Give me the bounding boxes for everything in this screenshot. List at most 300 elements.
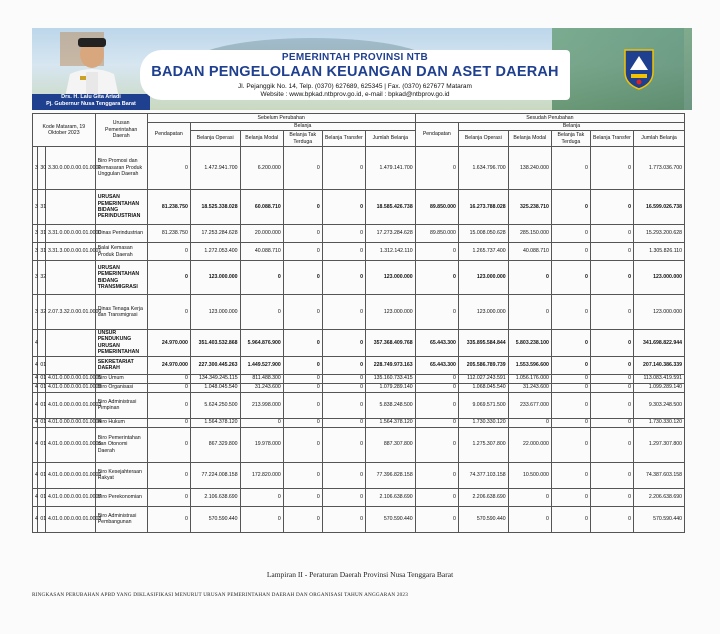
- row-transfer-after: 0: [590, 462, 633, 488]
- row-pendapatan-before: 81.238.750: [147, 190, 190, 225]
- row-tak-terduga-after: 0: [551, 392, 590, 418]
- row-pendapatan-after: 0: [415, 243, 458, 261]
- row-tak-terduga-before: 0: [283, 356, 322, 374]
- row-operasi-before: 227.300.445.263: [190, 356, 240, 374]
- row-urusan-code: 4: [33, 383, 38, 392]
- row-operasi-before: 2.106.638.690: [190, 488, 240, 506]
- row-operasi-after: 205.586.789.739: [458, 356, 508, 374]
- row-jumlah-after: 1.730.330.120: [634, 418, 685, 427]
- row-urusan-code: 4: [33, 356, 38, 374]
- row-org-code: 4.01.0.00.0.00.01.0006: [45, 462, 95, 488]
- row-tak-terduga-before: 0: [283, 261, 322, 295]
- row-name: URUSAN PEMERINTAHAN BIDANG TRANSMIGRASI: [95, 261, 147, 295]
- row-pendapatan-before: 0: [147, 392, 190, 418]
- row-jumlah-before: 123.000.000: [365, 261, 415, 295]
- table-row: [33, 392, 685, 418]
- row-jumlah-before: 1.479.141.700: [365, 147, 415, 190]
- row-operasi-before: 17.253.284.628: [190, 225, 240, 243]
- row-modal-after: 22.000.000: [508, 427, 551, 462]
- row-operasi-before: 123.000.000: [190, 295, 240, 330]
- row-bidang-code: 01: [38, 356, 46, 374]
- row-urusan-code: 4: [33, 427, 38, 462]
- table-row: [33, 418, 685, 427]
- row-tak-terduga-after: 0: [551, 418, 590, 427]
- row-modal-before: 6.200.000: [240, 147, 283, 190]
- row-modal-before: 0: [240, 506, 283, 532]
- row-modal-after: 138.240.000: [508, 147, 551, 190]
- row-transfer-before: 0: [322, 392, 365, 418]
- row-bidang-code: 01: [38, 418, 46, 427]
- row-tak-terduga-before: 0: [283, 383, 322, 392]
- row-transfer-before: 0: [322, 418, 365, 427]
- row-jumlah-before: 5.838.248.500: [365, 392, 415, 418]
- row-pendapatan-before: 0: [147, 243, 190, 261]
- row-modal-after: 1.056.176.000: [508, 374, 551, 383]
- col-pendapatan-before: Pendapatan: [147, 123, 190, 147]
- official-name: Drs. H. Lalu Gita Ariadi: [61, 94, 121, 100]
- row-tak-terduga-before: 0: [283, 374, 322, 383]
- row-pendapatan-before: 24.970.000: [147, 356, 190, 374]
- col-tak-terduga-after: Belanja Tak Terduga: [551, 131, 590, 147]
- table-row: [33, 383, 685, 392]
- row-transfer-after: 0: [590, 243, 633, 261]
- row-operasi-before: 77.224.008.158: [190, 462, 240, 488]
- row-operasi-after: 570.590.440: [458, 506, 508, 532]
- row-modal-before: 811.488.300: [240, 374, 283, 383]
- row-tak-terduga-after: 0: [551, 330, 590, 357]
- table-row: [33, 190, 685, 225]
- row-modal-before: 20.000.000: [240, 225, 283, 243]
- row-urusan-code: 3: [33, 147, 38, 190]
- row-name: Dinas Tenaga Kerja dan Transmigrasi: [95, 295, 147, 330]
- row-name: Balai Kemasan Produk Daerah: [95, 243, 147, 261]
- row-tak-terduga-before: 0: [283, 418, 322, 427]
- row-tak-terduga-after: 0: [551, 488, 590, 506]
- row-urusan-code: 4: [33, 462, 38, 488]
- row-modal-after: 0: [508, 418, 551, 427]
- row-bidang-code: 32: [38, 295, 46, 330]
- row-name: Biro Kesejahteraan Rakyat: [95, 462, 147, 488]
- row-pendapatan-after: 0: [415, 295, 458, 330]
- row-modal-before: 0: [240, 295, 283, 330]
- row-jumlah-after: 1.305.826.110: [634, 243, 685, 261]
- row-tak-terduga-after: 0: [551, 295, 590, 330]
- row-bidang-code: [38, 330, 46, 357]
- row-tak-terduga-before: 0: [283, 462, 322, 488]
- official-title: Pj. Gubernur Nusa Tenggara Barat: [46, 101, 136, 107]
- table-row: [33, 261, 685, 295]
- row-org-code: 3.30.0.00.0.00.01.0001: [45, 147, 95, 190]
- row-pendapatan-before: 0: [147, 488, 190, 506]
- row-pendapatan-after: 65.443.300: [415, 356, 458, 374]
- row-modal-before: 0: [240, 488, 283, 506]
- row-jumlah-after: 207.140.386.339: [634, 356, 685, 374]
- row-transfer-before: 0: [322, 356, 365, 374]
- col-transfer-before: Belanja Transfer: [322, 131, 365, 147]
- header-address: Jl. Pejanggik No. 14, Telp. (0370) 627689, 625345 | Fax. (0370) 627677 Mataram: [238, 83, 472, 90]
- row-org-code: 4.01.0.00.0.00.01.0008: [45, 506, 95, 532]
- row-tak-terduga-after: 0: [551, 190, 590, 225]
- row-pendapatan-after: 89.850.000: [415, 190, 458, 225]
- row-urusan-code: 3: [33, 225, 38, 243]
- row-transfer-before: 0: [322, 374, 365, 383]
- row-tak-terduga-after: 0: [551, 356, 590, 374]
- row-bidang-code: 01: [38, 488, 46, 506]
- row-operasi-after: 2.206.638.690: [458, 488, 508, 506]
- row-transfer-before: 0: [322, 427, 365, 462]
- row-urusan-code: 3: [33, 295, 38, 330]
- table-row: [33, 330, 685, 357]
- row-modal-before: 213.998.000: [240, 392, 283, 418]
- row-modal-after: 31.243.600: [508, 383, 551, 392]
- row-operasi-before: 570.590.440: [190, 506, 240, 532]
- col-pendapatan-after: Pendapatan: [415, 123, 458, 147]
- row-transfer-after: 0: [590, 383, 633, 392]
- header-banner: [32, 28, 684, 110]
- row-org-code: 3.31.3.00.0.00.01.0001: [45, 243, 95, 261]
- row-operasi-after: 1.730.330.120: [458, 418, 508, 427]
- row-jumlah-before: 357.368.409.768: [365, 330, 415, 357]
- table-row: [33, 243, 685, 261]
- row-pendapatan-before: 0: [147, 418, 190, 427]
- row-tak-terduga-before: 0: [283, 488, 322, 506]
- row-jumlah-after: 341.698.822.944: [634, 330, 685, 357]
- group-after-header: Sesudah Perubahan: [415, 114, 684, 123]
- col-jumlah-after: Jumlah Belanja: [634, 131, 685, 147]
- col-operasi-before: Belanja Operasi: [190, 131, 240, 147]
- row-urusan-code: 4: [33, 418, 38, 427]
- row-bidang-code: 01: [38, 506, 46, 532]
- row-pendapatan-before: 81.238.750: [147, 225, 190, 243]
- col-modal-before: Belanja Modal: [240, 131, 283, 147]
- table-row: [33, 488, 685, 506]
- row-transfer-before: 0: [322, 506, 365, 532]
- row-bidang-code: 01: [38, 427, 46, 462]
- row-tak-terduga-before: 0: [283, 147, 322, 190]
- row-pendapatan-after: 0: [415, 383, 458, 392]
- row-pendapatan-after: 65.443.300: [415, 330, 458, 357]
- row-tak-terduga-before: 0: [283, 330, 322, 357]
- budget-table: [32, 113, 685, 533]
- row-modal-before: 19.978.000: [240, 427, 283, 462]
- row-bidang-code: 31: [38, 225, 46, 243]
- row-bidang-code: 32: [38, 261, 46, 295]
- row-jumlah-after: 2.206.638.690: [634, 488, 685, 506]
- row-transfer-after: 0: [590, 330, 633, 357]
- row-transfer-before: 0: [322, 295, 365, 330]
- row-modal-before: 0: [240, 418, 283, 427]
- row-tak-terduga-after: 0: [551, 147, 590, 190]
- row-pendapatan-before: 0: [147, 147, 190, 190]
- row-transfer-before: 0: [322, 462, 365, 488]
- col-transfer-after: Belanja Transfer: [590, 131, 633, 147]
- row-tak-terduga-after: 0: [551, 374, 590, 383]
- row-urusan-code: 3: [33, 190, 38, 225]
- row-transfer-after: 0: [590, 261, 633, 295]
- header-website: Website : www.bpkad.ntbprov.go.id, e-mail : bpkad@ntbprov.go.id: [260, 91, 450, 98]
- table-row: [33, 295, 685, 330]
- table-row: [33, 225, 685, 243]
- row-tak-terduga-after: 0: [551, 462, 590, 488]
- row-modal-before: 5.964.876.900: [240, 330, 283, 357]
- row-tak-terduga-before: 0: [283, 190, 322, 225]
- row-operasi-before: 134.349.245.115: [190, 374, 240, 383]
- row-org-code: [45, 356, 95, 374]
- row-name: SEKRETARIAT DAERAH: [95, 356, 147, 374]
- row-transfer-after: 0: [590, 225, 633, 243]
- row-bidang-code: 01: [38, 383, 46, 392]
- row-operasi-before: 18.525.338.028: [190, 190, 240, 225]
- col-modal-after: Belanja Modal: [508, 131, 551, 147]
- row-transfer-after: 0: [590, 418, 633, 427]
- row-org-code: 4.01.0.00.0.00.01.0003: [45, 392, 95, 418]
- table-row: [33, 462, 685, 488]
- ntb-emblem-icon: [622, 46, 656, 90]
- row-pendapatan-before: 0: [147, 427, 190, 462]
- row-bidang-code: 31: [38, 190, 46, 225]
- row-transfer-after: 0: [590, 488, 633, 506]
- row-jumlah-after: 123.000.000: [634, 261, 685, 295]
- table-row: [33, 147, 685, 190]
- row-pendapatan-after: 0: [415, 261, 458, 295]
- row-jumlah-after: 570.590.440: [634, 506, 685, 532]
- row-modal-after: 325.238.710: [508, 190, 551, 225]
- table-row: [33, 374, 685, 383]
- row-name: Dinas Perindustrian: [95, 225, 147, 243]
- row-modal-before: 40.088.710: [240, 243, 283, 261]
- row-pendapatan-before: 0: [147, 462, 190, 488]
- row-jumlah-before: 1.312.142.110: [365, 243, 415, 261]
- row-pendapatan-before: 0: [147, 383, 190, 392]
- row-transfer-before: 0: [322, 243, 365, 261]
- row-pendapatan-before: 24.970.000: [147, 330, 190, 357]
- row-urusan-code: 3: [33, 261, 38, 295]
- row-org-code: 2.07.3.32.0.00.01.0000: [45, 295, 95, 330]
- row-operasi-after: 123.000.000: [458, 295, 508, 330]
- row-modal-after: 10.500.000: [508, 462, 551, 488]
- row-operasi-after: 16.273.788.028: [458, 190, 508, 225]
- row-jumlah-after: 113.083.419.591: [634, 374, 685, 383]
- col-urusan-header: Urusan Pemerintahan Daerah: [95, 114, 147, 147]
- governor-portrait-icon: [50, 32, 134, 102]
- row-jumlah-before: 228.749.973.163: [365, 356, 415, 374]
- row-pendapatan-before: 0: [147, 374, 190, 383]
- row-modal-after: 40.088.710: [508, 243, 551, 261]
- row-modal-after: 5.803.238.100: [508, 330, 551, 357]
- row-operasi-after: 112.027.243.591: [458, 374, 508, 383]
- header-agency: BADAN PENGELOLAAN KEUANGAN DAN ASET DAERAH: [151, 64, 559, 80]
- row-org-code: 4.01.0.00.0.00.01.0001: [45, 374, 95, 383]
- row-urusan-code: 4: [33, 488, 38, 506]
- row-transfer-after: 0: [590, 190, 633, 225]
- row-tak-terduga-before: 0: [283, 295, 322, 330]
- row-org-code: [45, 261, 95, 295]
- row-tak-terduga-after: 0: [551, 225, 590, 243]
- row-transfer-before: 0: [322, 261, 365, 295]
- row-org-code: 4.01.0.00.0.00.01.0002: [45, 383, 95, 392]
- header-government: PEMERINTAH PROVINSI NTB: [281, 52, 429, 63]
- row-transfer-after: 0: [590, 147, 633, 190]
- col-jumlah-before: Jumlah Belanja: [365, 131, 415, 147]
- row-jumlah-before: 887.307.800: [365, 427, 415, 462]
- row-name: Biro Administrasi Pimpinan: [95, 392, 147, 418]
- row-transfer-after: 0: [590, 506, 633, 532]
- row-jumlah-before: 77.396.828.158: [365, 462, 415, 488]
- row-org-code: 4.01.0.00.0.00.01.0007: [45, 488, 95, 506]
- official-namebar: [32, 94, 150, 110]
- row-tak-terduga-before: 0: [283, 243, 322, 261]
- row-org-code: 3.31.0.00.0.00.01.0000: [45, 225, 95, 243]
- footer-caption: Lampiran II - Peraturan Daerah Provinsi Nusa Tenggara Barat: [266, 570, 454, 579]
- col-belanja-after: Belanja: [458, 123, 684, 131]
- row-modal-before: 172.820.000: [240, 462, 283, 488]
- row-jumlah-after: 123.000.000: [634, 295, 685, 330]
- row-modal-after: 0: [508, 488, 551, 506]
- row-bidang-code: 01: [38, 392, 46, 418]
- row-pendapatan-before: 0: [147, 261, 190, 295]
- row-operasi-after: 123.000.000: [458, 261, 508, 295]
- row-pendapatan-after: 89.850.000: [415, 225, 458, 243]
- row-pendapatan-after: 0: [415, 462, 458, 488]
- row-org-code: [45, 330, 95, 357]
- row-urusan-code: 4: [33, 374, 38, 383]
- table-row: [33, 356, 685, 374]
- col-tak-terduga-before: Belanja Tak Terduga: [283, 131, 322, 147]
- row-operasi-after: 15.008.050.628: [458, 225, 508, 243]
- row-pendapatan-after: 0: [415, 418, 458, 427]
- row-name: Biro Perekonomian: [95, 488, 147, 506]
- row-pendapatan-after: 0: [415, 506, 458, 532]
- row-transfer-before: 0: [322, 147, 365, 190]
- col-kode-header: Kode Mataram, 19 Oktober 2023: [33, 114, 96, 147]
- row-pendapatan-after: 0: [415, 374, 458, 383]
- row-jumlah-before: 135.160.733.415: [365, 374, 415, 383]
- row-transfer-before: 0: [322, 330, 365, 357]
- table-row: [33, 506, 685, 532]
- row-operasi-before: 1.272.053.400: [190, 243, 240, 261]
- row-jumlah-after: 16.599.026.738: [634, 190, 685, 225]
- row-transfer-after: 0: [590, 392, 633, 418]
- row-jumlah-before: 17.273.284.628: [365, 225, 415, 243]
- row-transfer-after: 0: [590, 374, 633, 383]
- row-name: Biro Promosi dan Pemasaran Produk Unggulan Daerah: [95, 147, 147, 190]
- row-jumlah-after: 74.387.603.158: [634, 462, 685, 488]
- row-modal-after: 285.150.000: [508, 225, 551, 243]
- row-org-code: [45, 190, 95, 225]
- row-modal-after: 0: [508, 506, 551, 532]
- row-jumlah-before: 1.079.289.140: [365, 383, 415, 392]
- row-name: URUSAN PEMERINTAHAN BIDANG PERINDUSTRIAN: [95, 190, 147, 225]
- row-name: UNSUR PENDUKUNG URUSAN PEMERINTAHAN: [95, 330, 147, 357]
- row-org-code: 4.01.0.00.0.00.01.0005: [45, 427, 95, 462]
- row-tak-terduga-before: 0: [283, 506, 322, 532]
- row-operasi-after: 1.634.796.700: [458, 147, 508, 190]
- row-org-code: 4.01.0.00.0.00.01.0004: [45, 418, 95, 427]
- row-name: Biro Hukum: [95, 418, 147, 427]
- row-tak-terduga-before: 0: [283, 225, 322, 243]
- row-operasi-before: 1.564.378.120: [190, 418, 240, 427]
- col-operasi-after: Belanja Operasi: [458, 131, 508, 147]
- row-transfer-before: 0: [322, 383, 365, 392]
- row-jumlah-before: 1.564.378.120: [365, 418, 415, 427]
- row-operasi-before: 1.048.045.540: [190, 383, 240, 392]
- row-operasi-before: 1.472.941.700: [190, 147, 240, 190]
- row-transfer-after: 0: [590, 356, 633, 374]
- row-tak-terduga-before: 0: [283, 427, 322, 462]
- row-operasi-before: 351.403.532.868: [190, 330, 240, 357]
- row-modal-before: 31.243.600: [240, 383, 283, 392]
- row-modal-before: 60.088.710: [240, 190, 283, 225]
- row-modal-after: 0: [508, 261, 551, 295]
- row-modal-before: 0: [240, 261, 283, 295]
- row-operasi-after: 9.069.571.500: [458, 392, 508, 418]
- row-jumlah-before: 123.000.000: [365, 295, 415, 330]
- row-urusan-code: 4: [33, 330, 38, 357]
- row-pendapatan-after: 0: [415, 427, 458, 462]
- row-transfer-before: 0: [322, 488, 365, 506]
- row-urusan-code: 4: [33, 506, 38, 532]
- row-urusan-code: 3: [33, 243, 38, 261]
- row-operasi-before: 867.329.800: [190, 427, 240, 462]
- row-bidang-code: 31: [38, 243, 46, 261]
- row-operasi-after: 1.265.737.400: [458, 243, 508, 261]
- row-jumlah-before: 2.106.638.690: [365, 488, 415, 506]
- row-transfer-before: 0: [322, 190, 365, 225]
- row-modal-after: 233.677.000: [508, 392, 551, 418]
- row-jumlah-after: 1.099.289.140: [634, 383, 685, 392]
- row-tak-terduga-after: 0: [551, 383, 590, 392]
- row-pendapatan-after: 0: [415, 488, 458, 506]
- row-pendapatan-after: 0: [415, 147, 458, 190]
- row-bidang-code: 30: [38, 147, 46, 190]
- row-bidang-code: 01: [38, 374, 46, 383]
- row-pendapatan-before: 0: [147, 295, 190, 330]
- col-belanja-before: Belanja: [190, 123, 415, 131]
- row-operasi-after: 74.377.103.158: [458, 462, 508, 488]
- row-pendapatan-before: 0: [147, 506, 190, 532]
- row-modal-before: 1.449.527.900: [240, 356, 283, 374]
- row-name: Biro Pemerintahan dan Otonomi Daerah: [95, 427, 147, 462]
- row-operasi-before: 123.000.000: [190, 261, 240, 295]
- row-jumlah-before: 18.585.426.738: [365, 190, 415, 225]
- row-jumlah-before: 570.590.440: [365, 506, 415, 532]
- row-bidang-code: 01: [38, 462, 46, 488]
- row-operasi-after: 1.275.307.800: [458, 427, 508, 462]
- table-row: [33, 427, 685, 462]
- row-urusan-code: 4: [33, 392, 38, 418]
- row-jumlah-after: 9.303.248.500: [634, 392, 685, 418]
- row-name: Biro Administrasi Pembangunan: [95, 506, 147, 532]
- row-operasi-before: 5.624.250.500: [190, 392, 240, 418]
- row-jumlah-after: 15.293.200.628: [634, 225, 685, 243]
- row-tak-terduga-after: 0: [551, 427, 590, 462]
- row-pendapatan-after: 0: [415, 392, 458, 418]
- row-name: Biro Umum: [95, 374, 147, 383]
- row-transfer-after: 0: [590, 295, 633, 330]
- row-name: Biro Organisasi: [95, 383, 147, 392]
- row-modal-after: 0: [508, 295, 551, 330]
- row-tak-terduga-after: 0: [551, 261, 590, 295]
- row-transfer-before: 0: [322, 225, 365, 243]
- row-operasi-after: 335.895.584.844: [458, 330, 508, 357]
- row-jumlah-after: 1.773.036.700: [634, 147, 685, 190]
- row-tak-terduga-after: 0: [551, 506, 590, 532]
- row-tak-terduga-before: 0: [283, 392, 322, 418]
- row-operasi-after: 1.068.045.540: [458, 383, 508, 392]
- row-tak-terduga-after: 0: [551, 243, 590, 261]
- row-transfer-after: 0: [590, 427, 633, 462]
- footer-subtitle: RINGKASAN PERUBAHAN APBD YANG DIKLASIFIKASI MENURUT URUSAN PEMERINTAHAN DAERAH DAN ORGANISASI TAHUN ANGGARAN 2023: [32, 592, 409, 598]
